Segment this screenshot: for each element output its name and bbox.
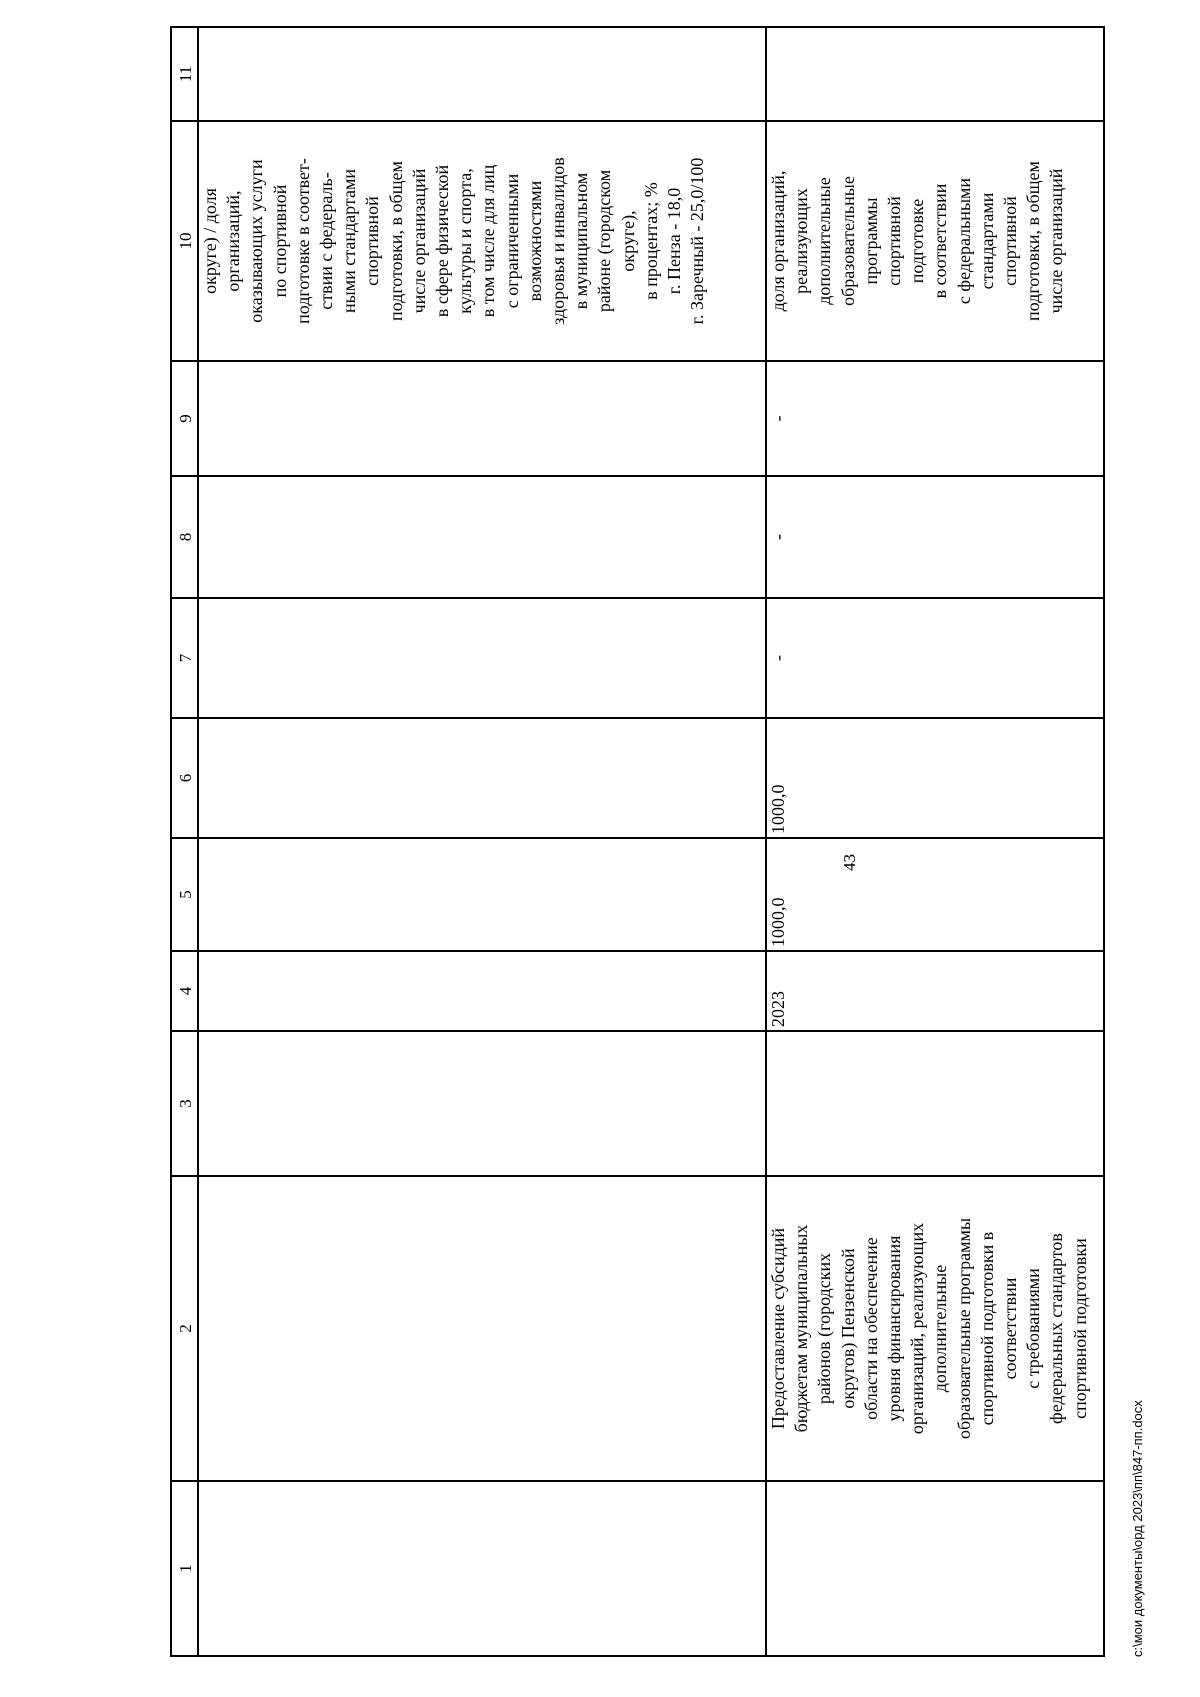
row2-col7-value: - bbox=[768, 655, 788, 661]
col-border-7-8 bbox=[170, 597, 1105, 599]
row2-col2-text: Предоставление субсидий бюджетам муниципальных районов (городских округов) Пензенской области на обеспечение уровня финансирования организаций, реализующих дополнительные образовательные программы спортивной подготовки в соответствии с требованиями федеральных стандартов спортивной подготовки bbox=[768, 1217, 1090, 1440]
col-border-left bbox=[170, 1655, 1105, 1657]
column-header-11: 11 bbox=[176, 65, 195, 83]
column-header-8: 8 bbox=[176, 532, 195, 542]
row2-col6-value: 1000,0 bbox=[768, 784, 788, 834]
col-border-8-9 bbox=[170, 475, 1105, 477]
column-header-5: 5 bbox=[176, 890, 195, 899]
column-header-1: 1 bbox=[176, 1564, 195, 1573]
col-border-5-6 bbox=[170, 837, 1105, 839]
col-border-4-5 bbox=[170, 950, 1105, 952]
row2-col9-value: - bbox=[768, 415, 788, 422]
row2-col8-value: - bbox=[768, 534, 788, 540]
page-number: 43 bbox=[840, 854, 859, 871]
col-border-right bbox=[170, 26, 1105, 28]
col-border-3-4 bbox=[170, 1030, 1105, 1032]
row2-col10-text: доля организаций, реализующих дополнительные образовательные программы спортивной подготовке в соответствии с федеральными стандартами спортивной подготовки, в общем числе организаций bbox=[768, 161, 1067, 321]
column-header-3: 3 bbox=[176, 1099, 195, 1108]
column-header-7: 7 bbox=[176, 653, 195, 663]
table-bottom-border bbox=[1103, 26, 1105, 1657]
row2-col5-value: 1000,0 bbox=[768, 897, 788, 947]
col-border-6-7 bbox=[170, 717, 1105, 719]
column-header-6: 6 bbox=[176, 773, 195, 783]
row1-col10-text: округе) / доля организаций, оказывающих услуги по спортивной подготовке в соответ- ствии с федераль- ными стандартами спортивной подготовки, в общем числе организаций в сфере физической культуры и спорта, в том числе для лиц с ограниченными возможностями здоровья и инвалидов в муниципальном районе (городском округе), в процентах; % г. Пенза - 18,0 г. Заречный - 25,0/100 bbox=[200, 157, 708, 325]
column-header-10: 10 bbox=[176, 232, 195, 250]
table-top-border bbox=[170, 26, 172, 1657]
row2-col4-value: 2023 bbox=[768, 991, 788, 1027]
column-header-9: 9 bbox=[176, 414, 195, 423]
col-border-1-2 bbox=[170, 1480, 1105, 1482]
footer-file-path: c:\мои документы\орд 2023\пп\847-пп.docx bbox=[1130, 1400, 1145, 1657]
col-border-9-10 bbox=[170, 360, 1105, 362]
column-header-2: 2 bbox=[176, 1324, 195, 1333]
column-header-4: 4 bbox=[176, 986, 195, 996]
